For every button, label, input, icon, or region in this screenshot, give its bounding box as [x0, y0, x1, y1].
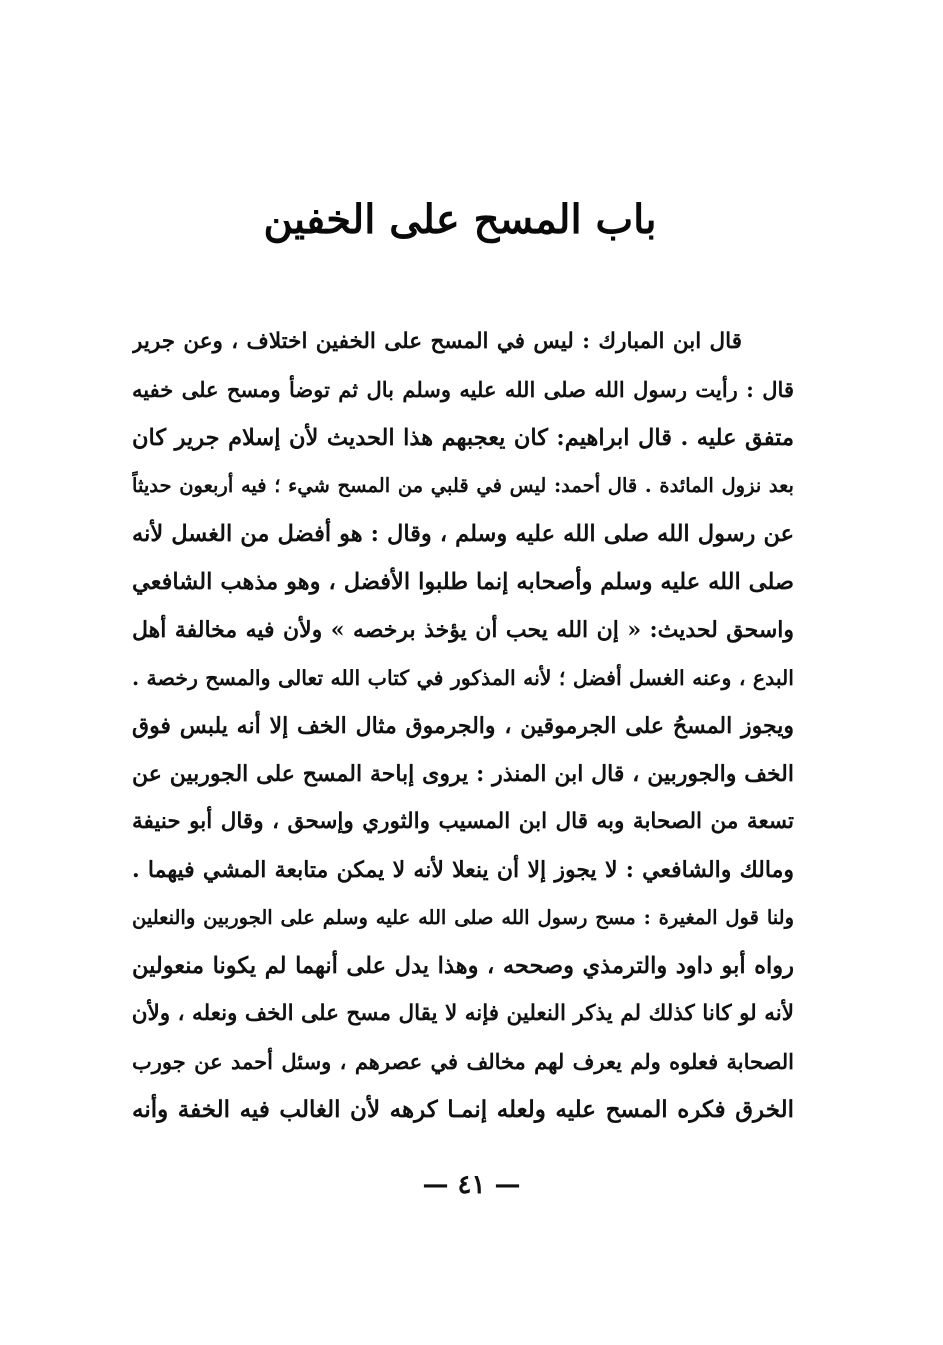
body-text [132, 318, 794, 1134]
text-line: قال ابن المبارك : ليس في المسح على الخفين اختلاف ، وعن جرير [132, 329, 742, 354]
text-line: ومالك والشافعي : لا يجوز إلا أن ينعلا لأنه لا يمكن متابعة المشي فيهما . [132, 857, 794, 883]
text-line: لأنه لو كانا كذلك لم يذكر النعلين فإنه لا يقال مسح على الخف ونعله ، ولأن [132, 1001, 794, 1026]
chapter-title-calligraphy [260, 140, 660, 300]
text-line: رواه أبو داود والترمذي وصححه ، وهذا يدل على أنهما لم يكونا منعولين [132, 953, 794, 979]
text-line: ولنا قول المغيرة : مسح رسول الله صلى الله عليه وسلم على الجوربين والنعلين [132, 906, 794, 929]
text-line: واسحق لحديث: « إن الله يحب أن يؤخذ برخصه » ولأن فيه مخالفة أهل [132, 617, 794, 643]
text-line: متفق عليه . قال ابراهيم: كان يعجبهم هذا الحديث لأن إسلام جرير كان [132, 425, 794, 451]
text-line: قال : رأيت رسول الله صلى الله عليه وسلم بال ثم توضأ ومسح على خفيه [132, 377, 794, 402]
text-line: الخف والجوربين ، قال ابن المنذر : يروى إباحة المسح على الجوربين عن [132, 761, 794, 787]
text-line: الصحابة فعلوه ولم يعرف لهم مخالف في عصرهم ، وسئل أحمد عن جورب [132, 1049, 794, 1074]
text-line: صلى الله عليه وسلم وأصحابه إنما طلبوا الأفضل ، وهو مذهب الشافعي [132, 569, 794, 595]
chapter-title: باب المسح على الخفين [263, 196, 657, 243]
text-line: الخرق فكره المسح عليه ولعله إنمـا كرهه لأن الغالب فيه الخفة وأنه [132, 1096, 794, 1123]
text-line: عن رسول الله صلى الله عليه وسلم ، وقال : هو أفضل من الغسل لأنه [132, 521, 794, 547]
text-line: بعد نزول المائدة . قال أحمد: ليس في قلبي من المسح شيء ؛ فيه أربعون حديثاً [132, 474, 794, 497]
page-number: — ٤١ — [422, 1170, 521, 1200]
text-line: البدع ، وعنه الغسل أفضل ؛ لأنه المذكور في كتاب الله تعالى والمسح رخصة . [132, 666, 794, 690]
text-line: تسعة من الصحابة وبه قال ابن المسيب والثوري وإسحق ، وقال أبو حنيفة [132, 809, 794, 834]
text-line: ويجوز المسحُ على الجرموقين ، والجرموق مثال الخف إلا أنه يلبس فوق [132, 713, 794, 739]
